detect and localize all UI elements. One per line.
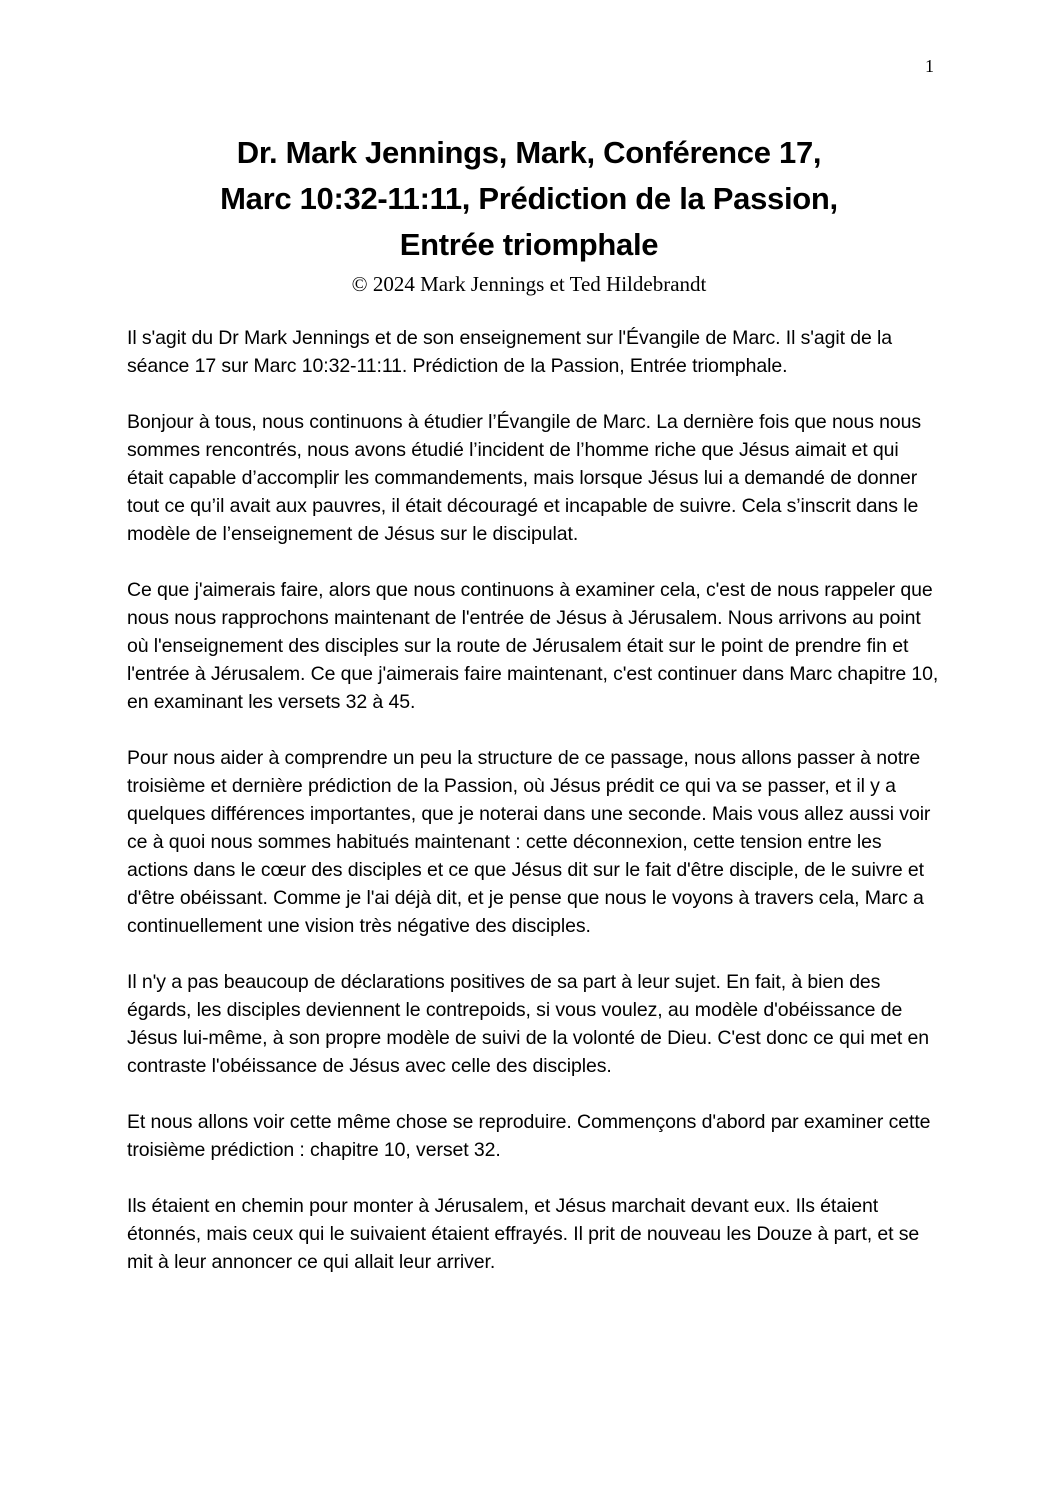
copyright-line: © 2024 Mark Jennings et Ted Hildebrandt bbox=[351, 272, 707, 296]
paragraph: Et nous allons voir cette même chose se reproduire. Commençons d'abord par examiner cette troisième prédiction : chapitre 10, verset 32. bbox=[127, 1111, 931, 1161]
title-line-1: Dr. Mark Jennings, Mark, Conférence 17, bbox=[236, 135, 822, 170]
document-title bbox=[0, 0, 1058, 268]
title-line-2: Marc 10:32-11:11, Prédiction de la Passion, bbox=[220, 181, 838, 216]
paragraph: Ce que j'aimerais faire, alors que nous continuons à examiner cela, c'est de nous rappeler que nous nous rapprochons maintenant de l'entrée de Jésus à Jérusalem. Nous arrivons au point où l'enseignement des disciples sur la route de Jérusalem était sur le point de prendre fin et l'entrée à Jérusalem. Ce que j'aimerais faire maintenant, c'est continuer dans Marc chapitre 10, en examinant les versets 32 à 45. bbox=[127, 579, 939, 713]
paragraph: Bonjour à tous, nous continuons à étudier l’Évangile de Marc. La dernière fois que nous nous sommes rencontrés, nous avons étudié l’incident de l’homme riche que Jésus aimait et qui était capable d’accomplir les commandements, mais lorsque Jésus lui a demandé de donner tout ce qu’il avait aux pauvres, il était découragé et incapable de suivre. Cela s’inscrit dans le modèle de l’enseignement de Jésus sur le discipulat. bbox=[127, 411, 922, 545]
paragraph: Ils étaient en chemin pour monter à Jérusalem, et Jésus marchait devant eux. Ils étaient étonnés, mais ceux qui le suivaient étaient effrayés. Il prit de nouveau les Douze à part, et se mit à leur annoncer ce qui allait leur arriver. bbox=[127, 1195, 920, 1273]
page-number: 1 bbox=[925, 56, 934, 76]
title-line-3: Entrée triomphale bbox=[399, 227, 659, 262]
paragraph: Pour nous aider à comprendre un peu la structure de ce passage, nous allons passer à notre troisième et dernière prédiction de la Passion, où Jésus prédit ce qui va se passer, et il y a quelques différences importantes, que je noterai dans une seconde. Mais vous allez aussi voir ce à quoi nous sommes habitués maintenant : cette déconnexion, cette tension entre les actions dans le cœur des disciples et ce que Jésus dit sur le fait d'être disciple, de le suivre et d'être obéissant. Comme je l'ai déjà dit, et je pense que nous le voyons à travers cela, Marc a continuellement une vision très négative des disciples. bbox=[127, 747, 931, 937]
paragraph: Il n'y a pas beaucoup de déclarations positives de sa part à leur sujet. En fait, à bien des égards, les disciples deviennent le contrepoids, si vous voulez, au modèle d'obéissance de Jésus lui-même, à son propre modèle de suivi de la volonté de Dieu. C'est donc ce qui met en contraste l'obéissance de Jésus avec celle des disciples. bbox=[127, 971, 930, 1077]
paragraph: Il s'agit du Dr Mark Jennings et de son enseignement sur l'Évangile de Marc. Il s'agit de la séance 17 sur Marc 10:32-11:11. Prédiction de la Passion, Entrée triomphale. bbox=[127, 327, 893, 377]
document-body bbox=[127, 324, 939, 1276]
